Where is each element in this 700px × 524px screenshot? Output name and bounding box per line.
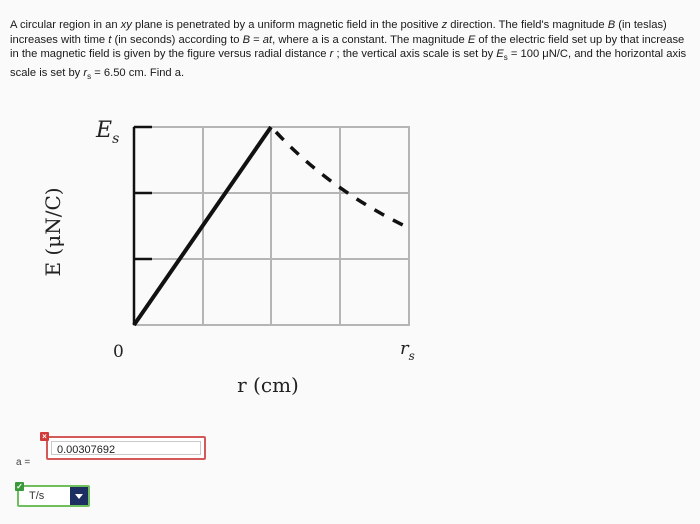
rs-label: $r_s$ (400, 338, 415, 363)
graph-axes (134, 127, 152, 325)
answer-label: a = (16, 457, 31, 468)
answer-field[interactable] (46, 436, 206, 460)
x-axis-label: r (cm) (237, 373, 299, 397)
correct-icon: ✓ (16, 482, 23, 491)
answer-input[interactable]: 0.00307692 (51, 441, 201, 455)
incorrect-icon: × (40, 432, 49, 441)
problem-statement: A circular region in an xy plane is penetrated by a uniform magnetic field in the positive z direction. The field's magnitude B (in teslas) increases with time t (in seconds) according to B = at, where a is a constant. The magnitude E of the electric field set up by that increase in the magnetic field is given by the figure versus radial distance r ; the vertical axis scale is set by $E_s = 100$ μN/C, and the horizontal axis scale is set by $r_s = 6.50$ cm. Find a. (10, 19, 687, 82)
y-axis-label: E (μN/C) (41, 187, 65, 277)
unit-select[interactable] (17, 485, 90, 507)
dropdown-arrow-icon[interactable] (70, 487, 88, 505)
unit-value: T/s (29, 490, 45, 502)
origin-label: 0 (113, 342, 124, 362)
es-label: $E_s$ (96, 118, 120, 147)
graph-grid (134, 127, 409, 325)
field-curve-outside (276, 132, 409, 228)
